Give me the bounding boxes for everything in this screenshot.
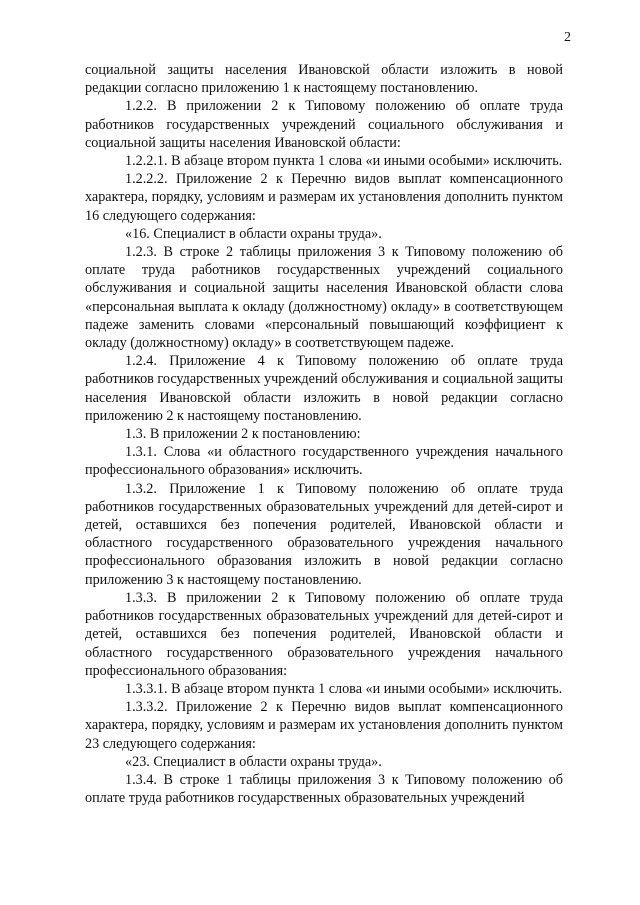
paragraph-1-3-3-1: 1.3.3.1. В абзаце втором пункта 1 слова «и иными особыми» исключить.: [125, 680, 563, 697]
paragraph-1-2-2: 1.2.2. В приложении 2 к Типовому положению об оплате труда работников государственных учреждений социального обслуживания и социальной защиты населения Ивановской области:: [85, 98, 563, 151]
paragraph-1-2-3: 1.2.3. В строке 2 таблицы приложения 3 к Типовому положению об оплате труда работников государственных учреждений социального обслуживания и социальной защиты населения Ивановской области слова «персональная выплата к окладу (должностному) окладу» в соответствующем падеже заменить словами «персональный повышающий коэффициент к окладу (должностному) окладу» в соответствующем падеже.: [85, 244, 563, 352]
paragraph-1-2-2-2: 1.2.2.2. Приложение 2 к Перечню видов выплат компенсационного характера, порядку, условиям и размерам их установления дополнить пунктом 16 следующего содержания:: [85, 171, 563, 224]
paragraph-1-3-4: 1.3.4. В строке 1 таблицы приложения 3 к Типовому положению об оплате труда работников государственных образовательных учреждений: [85, 771, 563, 807]
quote-item-16: «16. Специалист в области охраны труда».: [125, 225, 382, 242]
paragraph-1-3-2: 1.3.2. Приложение 1 к Типовому положению об оплате труда работников государственных образовательных учреждений для детей-сирот и детей, оставшихся без попечения родителей, Ивановской области и областного государственного образовательного учреждения начального профессионального образования изложить в новой редакции согласно приложению 3 к настоящему постановлению.: [85, 480, 563, 588]
paragraph-1-2-2-1: 1.2.2.1. В абзаце втором пункта 1 слова «и иными особыми» исключить.: [125, 153, 563, 170]
paragraph-1-3-3: 1.3.3. В приложении 2 к Типовому положению об оплате труда работников государственных образовательных учреждений для детей-сирот и детей, оставшихся без попечения родителей, Ивановской области и областного государственного образовательного учреждения начального профессионального образования:: [85, 589, 563, 679]
document-body: [85, 61, 563, 807]
paragraph-1-3-1: 1.3.1. Слова «и областного государственного учреждения начального профессионального образования» исключить.: [85, 444, 563, 479]
page-number: 2: [564, 30, 571, 45]
paragraph-1-3: 1.3. В приложении 2 к постановлению:: [125, 426, 361, 443]
paragraph-continuation: социальной защиты населения Ивановской области изложить в новой редакции согласно приложению 1 к настоящему постановлению.: [85, 62, 563, 97]
paragraph-1-3-3-2: 1.3.3.2. Приложение 2 к Перечню видов выплат компенсационного характера, порядку, условиям и размерам их установления дополнить пунктом 23 следующего содержания:: [85, 699, 563, 752]
paragraph-1-2-4: 1.2.4. Приложение 4 к Типовому положению об оплате труда работников государственных учреждений обслуживания и социальной защиты населения Ивановской области изложить в новой редакции согласно приложению 2 к настоящему постановлению.: [85, 353, 563, 424]
quote-item-23: «23. Специалист в области охраны труда».: [125, 753, 382, 770]
